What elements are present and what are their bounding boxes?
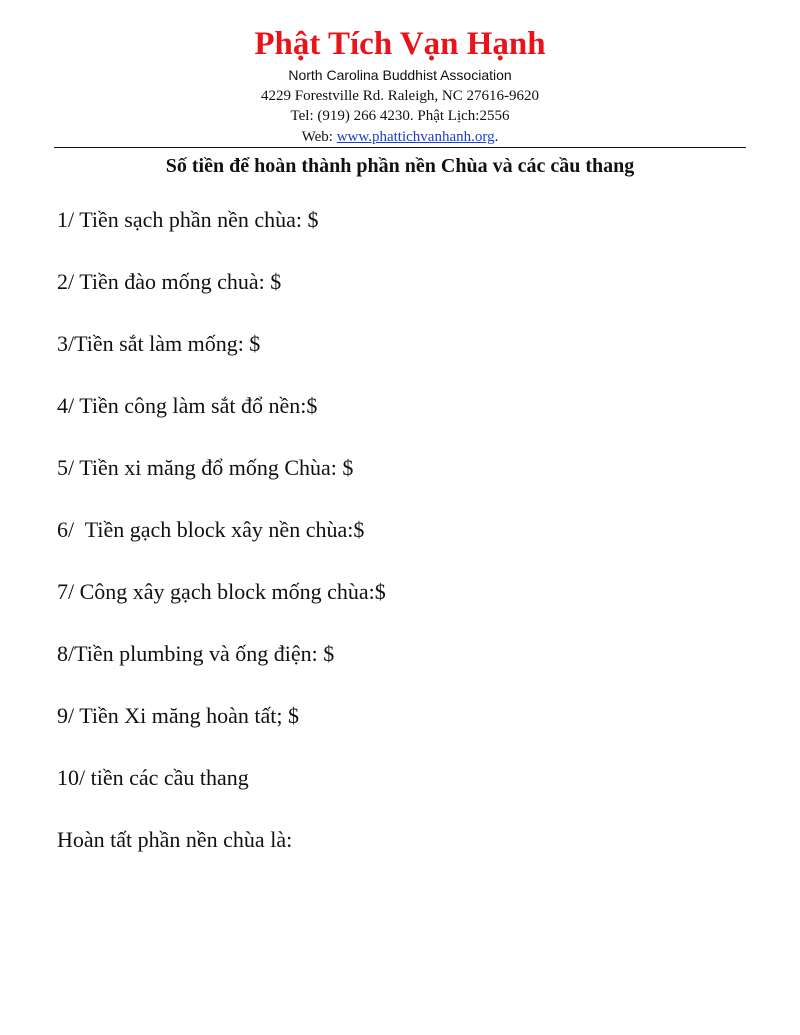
website-label: Web: [301, 129, 337, 145]
document-title: Số tiền để hoàn thành phần nền Chùa và các cầu thang [165, 155, 635, 177]
cost-item: 3/Tiền sắt làm mống: $ [57, 331, 261, 356]
header-divider [54, 147, 746, 148]
website-suffix: . [494, 129, 499, 145]
website-link[interactable]: www.phattichvanhanh.org [336, 129, 495, 145]
cost-item: 2/ Tiền đào mống chuà: $ [57, 269, 282, 294]
cost-item: 6/ Tiền gạch block xây nền chùa:$ [57, 517, 365, 542]
cost-item: 10/ tiền các cầu thang [57, 765, 249, 790]
cost-item: 7/ Công xây gạch block mống chùa:$ [57, 579, 386, 604]
website-line [0, 127, 800, 147]
cost-item-list [57, 205, 386, 855]
cost-item: 9/ Tiền Xi măng hoàn tất; $ [57, 703, 299, 728]
phone-line: Tel: (919) 266 4230. Phật Lịch:2556 [290, 108, 510, 124]
cost-item: 5/ Tiền xi măng đổ mống Chùa: $ [57, 455, 354, 480]
organization-name: Phật Tích Vạn Hạnh [254, 26, 546, 62]
cost-item: 1/ Tiền sạch phần nền chùa: $ [57, 207, 319, 232]
total-summary: Hoàn tất phần nền chùa là: [57, 827, 293, 852]
cost-item: 4/ Tiền công làm sắt đổ nền:$ [57, 393, 318, 418]
association-name: North Carolina Buddhist Association [288, 67, 512, 83]
cost-item: 8/Tiền plumbing và ống điện: $ [57, 641, 335, 666]
address-line: 4229 Forestville Rd. Raleigh, NC 27616-9620 [261, 88, 539, 104]
